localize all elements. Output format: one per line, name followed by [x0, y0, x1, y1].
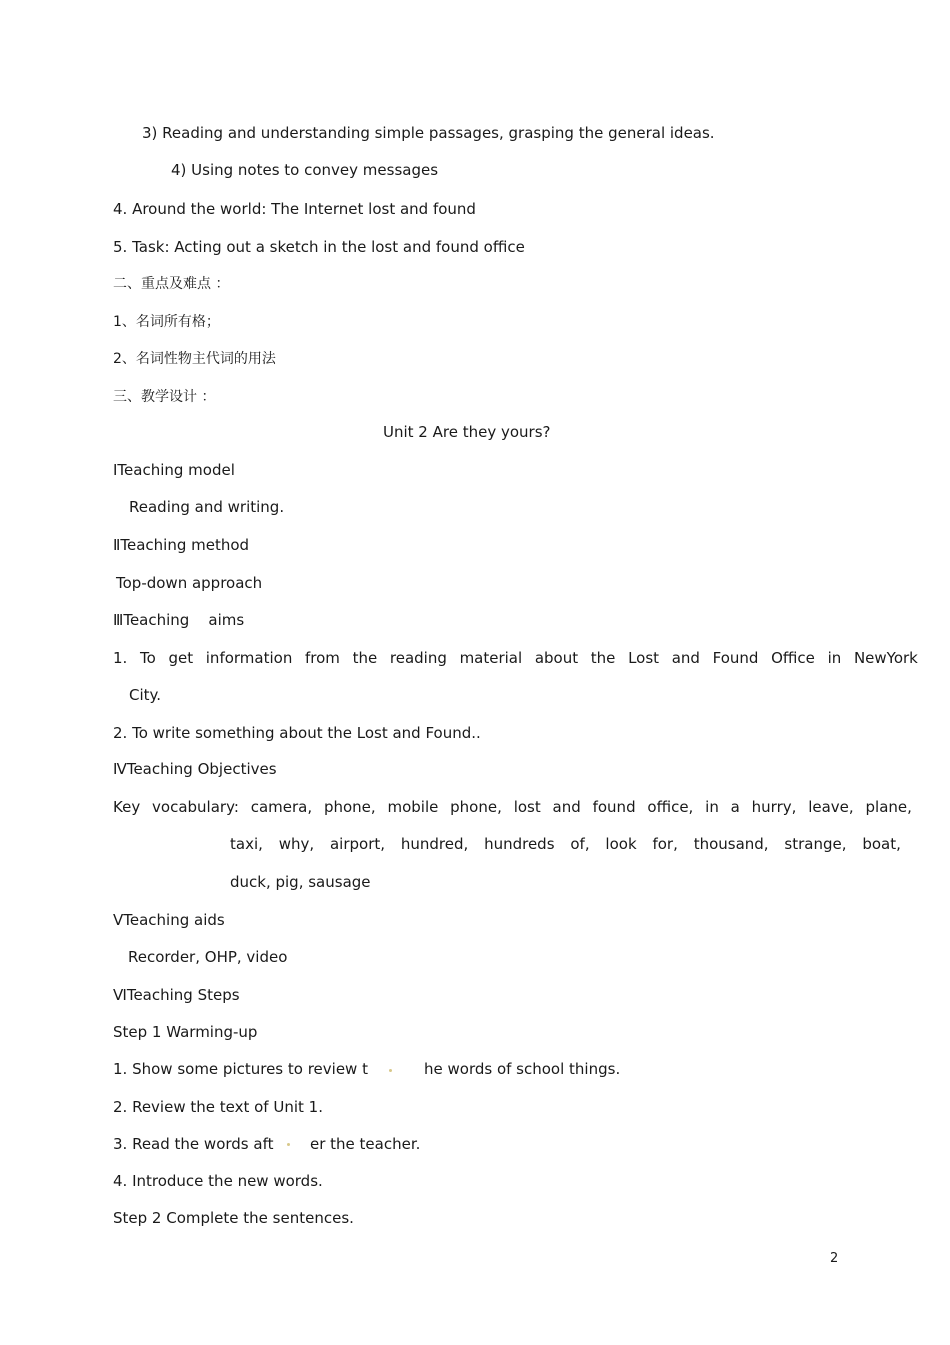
key-point-2: 2、名词性物主代词的用法 — [113, 351, 276, 367]
unit-title: Unit 2 Are they yours? — [383, 423, 551, 441]
step-1-item-2: 2. Review the text of Unit 1. — [113, 1098, 323, 1116]
key-vocabulary-line-3: duck, pig, sausage — [230, 873, 371, 891]
step-2-heading: Step 2 Complete the sentences. — [113, 1209, 354, 1227]
heading-key-points: 二、重点及难点 ： — [113, 276, 230, 292]
speck-mark — [389, 1069, 392, 1072]
teaching-method-text: Top-down approach — [116, 574, 263, 592]
key-point-1: 1、名词所有格； — [113, 314, 220, 330]
step-1-item-4: 4. Introduce the new words. — [113, 1172, 323, 1190]
teaching-model-text: Reading and writing. — [129, 498, 285, 516]
step-1-item-1-part-b: he words of school things. — [424, 1060, 621, 1078]
aim-1: 1. To get information from the reading material about the Lost and Found Office in NewYork — [113, 649, 918, 667]
heading-teaching-aids: ⅤTeaching aids — [113, 911, 225, 929]
heading-teaching-aims: ⅢTeaching aims — [113, 611, 245, 629]
step-1-item-1-part-a: 1. Show some pictures to review t — [113, 1060, 368, 1078]
step-1-item-3-part-a: 3. Read the words aft — [113, 1135, 274, 1153]
heading-teaching-objectives: ⅣTeaching Objectives — [113, 760, 277, 778]
key-vocabulary-line-2: taxi, why, airport, hundred, hundreds of, look for, thousand, strange, boat, — [230, 835, 901, 853]
objective-item-3: 3) Reading and understanding simple passages, grasping the general ideas. — [142, 124, 715, 142]
objective-item-4: 4) Using notes to convey messages — [171, 161, 439, 179]
heading-teaching-model: ⅠTeaching model — [113, 461, 235, 479]
teaching-aids-text: Recorder, OHP, video — [128, 948, 288, 966]
heading-teaching-steps: ⅥTeaching Steps — [113, 986, 240, 1004]
section-around-the-world: 4. Around the world: The Internet lost and found — [113, 200, 476, 218]
step-1-item-3-part-b: er the teacher. — [310, 1135, 421, 1153]
aim-1-continued: City. — [129, 686, 162, 704]
speck-mark — [287, 1143, 290, 1146]
heading-teaching-method: ⅡTeaching method — [113, 536, 250, 554]
page-number: 2 — [830, 1251, 839, 1266]
heading-teaching-design: 三、教学设计 ： — [113, 389, 216, 405]
section-task: 5. Task: Acting out a sketch in the lost and found office — [113, 238, 525, 256]
key-vocabulary-line-1: Key vocabulary: camera, phone, mobile phone, lost and found office, in a hurry, leave, plane, — [113, 798, 912, 816]
aim-2: 2. To write something about the Lost and Found.. — [113, 724, 481, 742]
step-1-heading: Step 1 Warming-up — [113, 1023, 258, 1041]
